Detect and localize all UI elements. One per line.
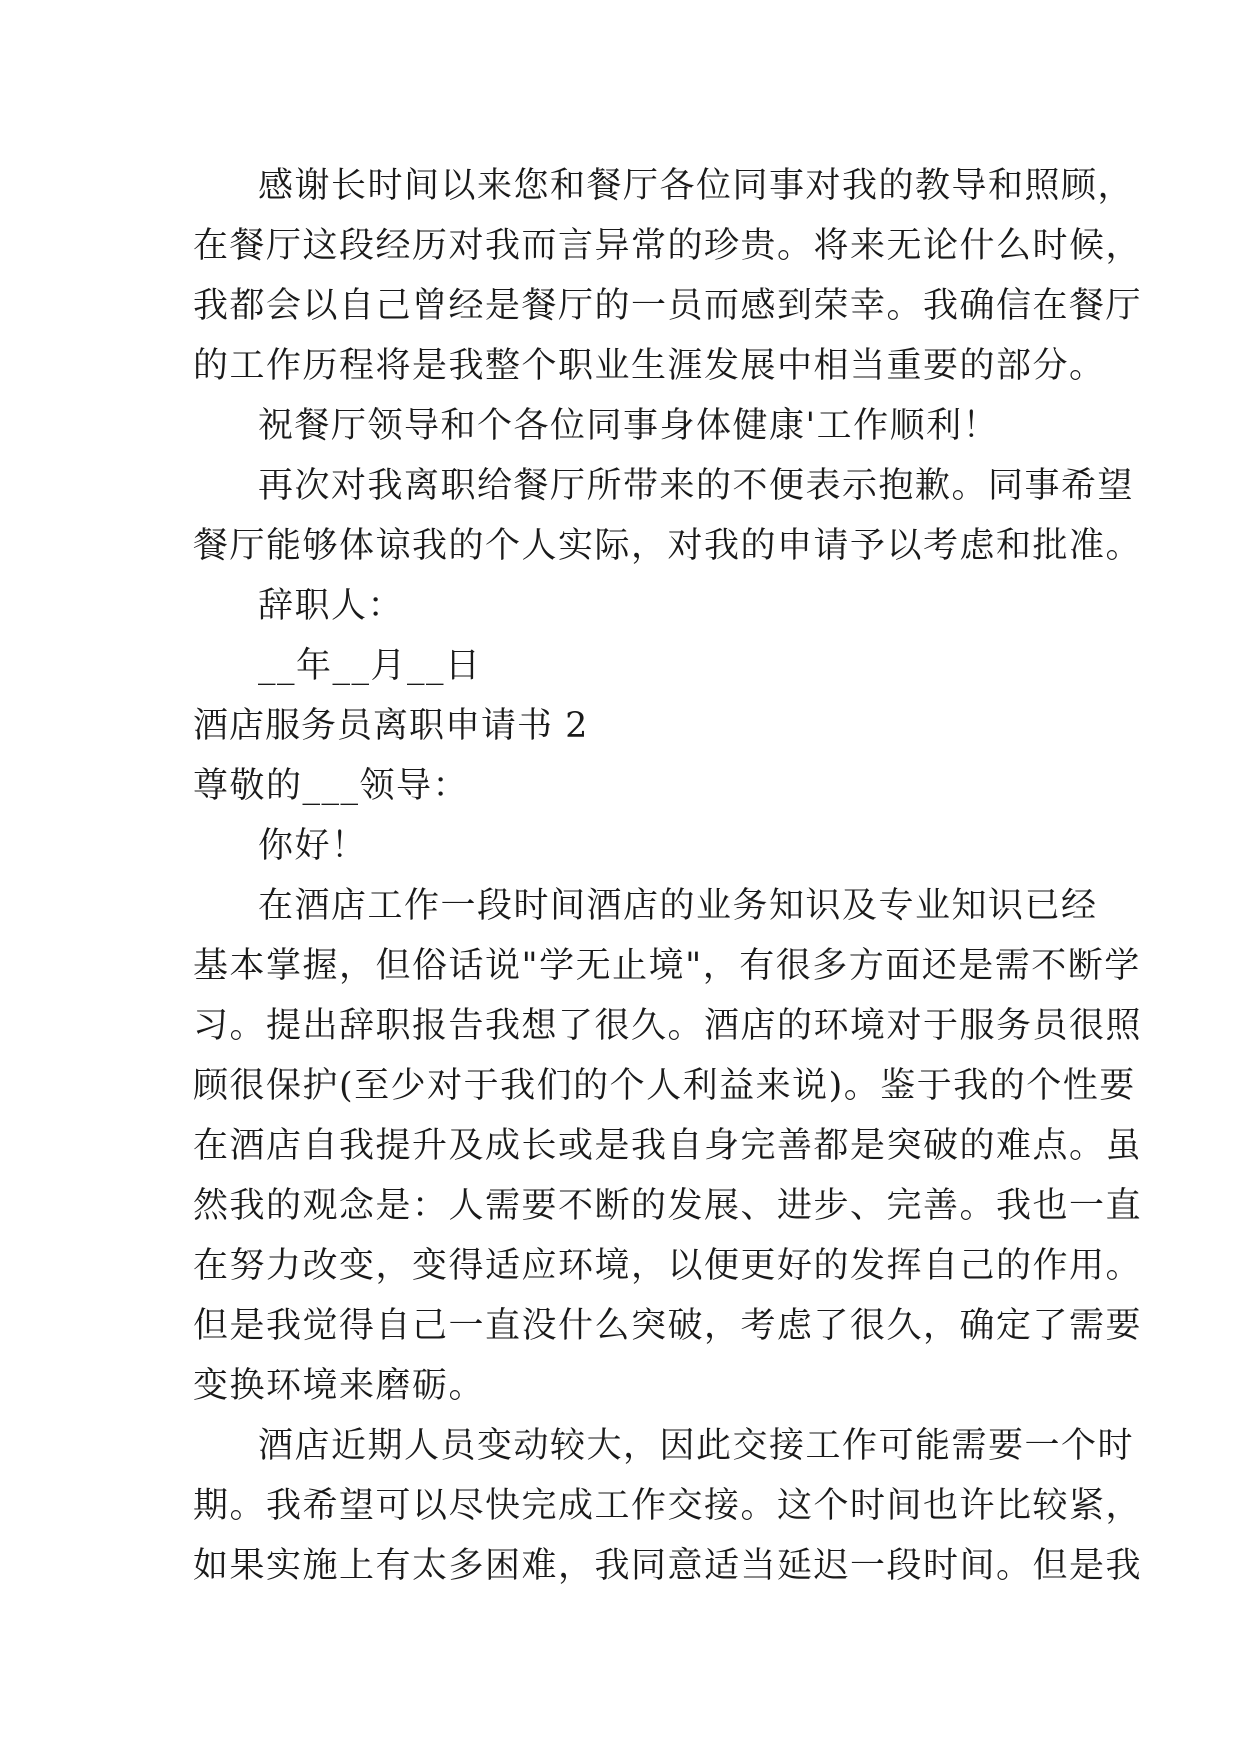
paragraph-line: 变换环境来磨砺。: [193, 1366, 486, 1406]
paragraph-line: 但是我觉得自己一直没什么突破，考虑了很久，确定了需要: [193, 1306, 1143, 1346]
paragraph-line: 基本掌握，但俗话说"学无止境"，有很多方面还是需不断学: [193, 946, 1141, 986]
signature-label: 辞职人：: [258, 586, 405, 626]
paragraph-line: 再次对我离职给餐厅所带来的不便表示抱歉。同事希望: [258, 466, 1135, 506]
paragraph-line: 在酒店自我提升及成长或是我自身完善都是突破的难点。虽: [193, 1126, 1143, 1166]
paragraph-line: 的工作历程将是我整个职业生涯发展中相当重要的部分。: [193, 346, 1106, 386]
paragraph-line: 习。提出辞职报告我想了很久。酒店的环境对于服务员很照: [193, 1006, 1143, 1046]
section-title: 酒店服务员离职申请书 2: [193, 706, 589, 746]
paragraph-line: 感谢长时间以来您和餐厅各位同事对我的教导和照顾，: [258, 166, 1135, 206]
paragraph-line: 在餐厅这段经历对我而言异常的珍贵。将来无论什么时候，: [193, 226, 1143, 266]
paragraph-line: 在努力改变，变得适应环境，以便更好的发挥自己的作用。: [193, 1246, 1143, 1286]
paragraph-line: 在酒店工作一段时间酒店的业务知识及专业知识已经: [258, 886, 1098, 926]
paragraph-line: 如果实施上有太多困难，我同意适当延迟一段时间。但是我: [193, 1546, 1143, 1586]
paragraph-line: 祝餐厅领导和个各位同事身体健康'工作顺利！: [258, 406, 1000, 446]
salutation: 尊敬的___领导：: [193, 766, 470, 806]
paragraph-line: 我都会以自己曾经是餐厅的一员而感到荣幸。我确信在餐厅: [193, 286, 1143, 326]
paragraph-line: 顾很保护(至少对于我们的个人利益来说)。鉴于我的个性要: [193, 1066, 1136, 1106]
greeting: 你好！: [258, 826, 368, 866]
date-line: __年__月__日: [258, 646, 482, 686]
paragraph-line: 期。我希望可以尽快完成工作交接。这个时间也许比较紧，: [193, 1486, 1143, 1526]
paragraph-line: 酒店近期人员变动较大，因此交接工作可能需要一个时: [258, 1426, 1135, 1466]
paragraph-line: 然我的观念是：人需要不断的发展、进步、完善。我也一直: [193, 1186, 1143, 1226]
paragraph-line: 餐厅能够体谅我的个人实际，对我的申请予以考虑和批准。: [193, 526, 1143, 566]
